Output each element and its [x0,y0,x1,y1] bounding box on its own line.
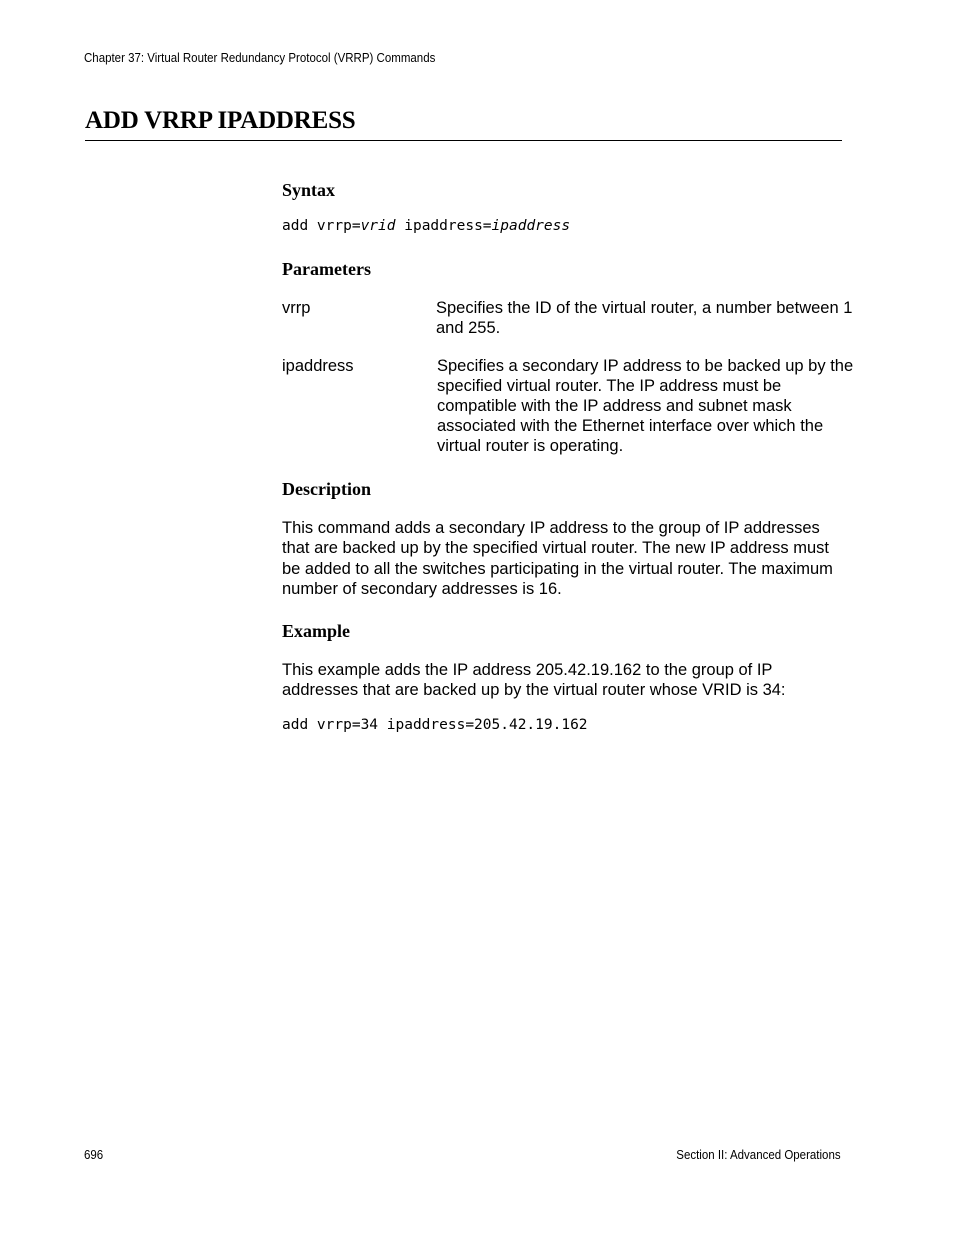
parameter-description-vrrp: Specifies the ID of the virtual router, a number between 1 and 255. [436,299,853,337]
example-heading: Example [282,621,351,641]
syntax-heading: Syntax [282,180,336,200]
parameter-name-vrrp: vrrp [282,299,311,317]
example-text: This example adds the IP address 205.42.19.162 to the group of IP addresses that are backed up by the virtual router whose VRID is 34: [282,661,786,700]
description-heading: Description [282,479,371,499]
parameter-name-ipaddress: ipaddress [282,357,354,375]
example-code: add vrrp=34 ipaddress=205.42.19.162 [282,717,588,733]
syntax-command-part-1: add vrrp= [282,218,361,234]
page-number: 696 [84,1148,104,1162]
syntax-code [282,218,570,234]
description-text: This command adds a secondary IP address to the group of IP addresses that are backed up by the specified virtual router. The new IP address must be added to all the switches participating in the virtual router. The maximum number of secondary addresses is 16. [282,519,833,598]
title-rule [85,140,842,141]
syntax-command-part-2: ipaddress= [395,218,492,234]
parameter-description-ipaddress: Specifies a secondary IP address to be backed up by the specified virtual router. The IP address must be compatible with the IP address and subnet mask associated with the Ethernet interface over which the virtual router is operating. [437,357,854,455]
footer-section: Section II: Advanced Operations [676,1148,841,1162]
syntax-argument-ipaddress: ipaddress [491,218,571,234]
running-header: Chapter 37: Virtual Router Redundancy Protocol (VRRP) Commands [84,51,436,65]
syntax-argument-vrid: vrid [360,218,396,234]
parameters-heading: Parameters [282,259,371,279]
page-title: ADD VRRP IPADDRESS [85,107,356,134]
